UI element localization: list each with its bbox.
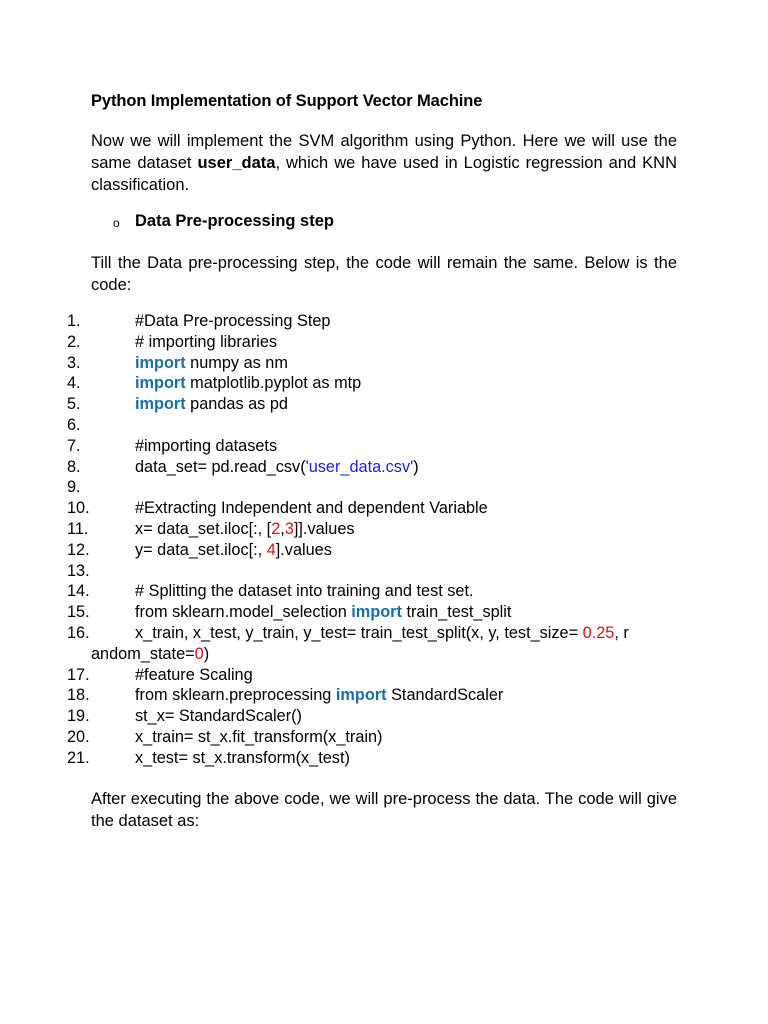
dataset-name: user_data [197, 154, 276, 172]
code-line [0, 394, 768, 415]
line-number: 6. [67, 415, 81, 434]
code-text [135, 540, 332, 561]
intro-text-after: , which we have used in Logistic regression and KNN classification. [91, 154, 678, 194]
intro-paragraph [91, 130, 677, 196]
code-line-continuation [0, 644, 768, 665]
code-token: train_test_split [401, 603, 512, 622]
line-number: 4. [67, 374, 81, 393]
code-token: y= data_set.iloc[:, [135, 540, 267, 559]
line-number: 2. [67, 332, 81, 351]
code-text [135, 332, 277, 353]
line-number: 10. [67, 499, 90, 518]
line-number: 12. [67, 540, 90, 559]
keyword-token: import [351, 603, 402, 622]
code-token: #Data Pre-processing Step [135, 312, 331, 330]
code-token: matplotlib.pyplot as mtp [185, 374, 362, 393]
number-token: 0 [194, 644, 204, 663]
keyword-token: import [135, 395, 186, 414]
code-token: pandas as pd [185, 395, 288, 414]
line-number: 3. [67, 353, 81, 372]
bullet-circle-icon: o [113, 216, 120, 230]
code-token: ].values [275, 540, 332, 559]
code-line [0, 436, 768, 457]
code-text [91, 644, 209, 665]
code-line [0, 685, 768, 706]
closing-paragraph: After executing the above code, we will pre-process the data. The code will give the dataset as: [91, 790, 677, 830]
code-token: from sklearn.preprocessing [135, 686, 336, 705]
code-line [0, 602, 768, 623]
code-line [0, 706, 768, 727]
line-number: 15. [67, 603, 90, 622]
code-token: x= data_set.iloc[:, [ [135, 519, 272, 538]
line-number: 7. [67, 436, 81, 455]
code-line [0, 540, 768, 561]
line-number: 11. [67, 519, 89, 538]
code-token: , [280, 519, 285, 538]
preprocessing-intro-paragraph: Till the Data pre-processing step, the code will remain the same. Below is the code: [91, 254, 677, 294]
code-token: x_test= st_x.transform(x_test) [135, 748, 350, 767]
line-number: 5. [67, 395, 81, 414]
code-token: # importing libraries [135, 332, 278, 351]
code-text [135, 748, 350, 769]
code-token: x_train, x_test, y_train, y_test= train_test_split(x, y, test_size= [135, 623, 583, 642]
keyword-token: import [135, 353, 186, 372]
code-line [0, 353, 768, 374]
code-text [135, 665, 253, 686]
code-line [0, 477, 768, 498]
code-token: #Extracting Independent and dependent Variable [135, 499, 488, 518]
bullet-item [113, 212, 334, 231]
line-number: 14. [67, 582, 90, 601]
code-token: andom_state= [91, 644, 195, 663]
number-token: 3 [284, 519, 294, 538]
code-text [135, 311, 330, 332]
number-token: 4 [266, 540, 276, 559]
keyword-token: import [135, 374, 186, 393]
code-token: numpy as nm [185, 353, 288, 372]
code-token: # Splitting the dataset into training and test set. [135, 582, 474, 601]
code-text [135, 498, 488, 519]
code-line [0, 561, 768, 582]
code-text [135, 353, 288, 374]
code-text [135, 685, 503, 706]
line-number: 21. [67, 748, 90, 767]
code-line [0, 519, 768, 540]
code-text [135, 602, 511, 623]
code-text [135, 623, 629, 644]
code-line [0, 373, 768, 394]
number-token: 2 [271, 519, 281, 538]
code-line [0, 311, 768, 332]
code-token: ]].values [293, 519, 355, 538]
code-line [0, 457, 768, 478]
keyword-token: import [335, 686, 387, 705]
code-line [0, 332, 768, 353]
code-token: ) [203, 644, 210, 663]
code-token: x_train= st_x.fit_transform(x_train) [135, 727, 383, 746]
code-line [0, 665, 768, 686]
code-text [135, 436, 277, 457]
section-heading: Python Implementation of Support Vector Machine [91, 92, 483, 110]
line-number: 20. [67, 727, 90, 746]
code-token: StandardScaler [386, 686, 504, 705]
intro-text-before: Now we will implement the SVM algorithm using Python. Here we will use the same dataset [91, 132, 677, 172]
code-token: #importing datasets [135, 436, 278, 455]
code-text [135, 727, 382, 748]
line-number: 19. [67, 707, 90, 726]
code-line [0, 727, 768, 748]
code-line [0, 415, 768, 436]
code-line [0, 748, 768, 769]
code-listing [0, 311, 768, 769]
line-number: 9. [67, 478, 81, 497]
code-text [135, 457, 419, 478]
number-token: 0.25 [582, 623, 615, 642]
line-number: 18. [67, 686, 90, 705]
line-number: 8. [67, 457, 81, 476]
code-text [135, 581, 474, 602]
code-text [135, 394, 288, 415]
line-number: 16. [67, 623, 90, 642]
line-number: 17. [67, 665, 90, 684]
code-token: ) [413, 457, 419, 476]
code-line [0, 498, 768, 519]
code-text [135, 373, 361, 394]
line-number: 13. [67, 561, 90, 580]
code-line [0, 623, 768, 644]
string-token: 'user_data.csv' [305, 457, 414, 476]
code-token: , r [614, 623, 629, 642]
bullet-heading: Data Pre-processing step [135, 212, 334, 230]
code-text [135, 706, 302, 727]
code-line [0, 581, 768, 602]
code-token: data_set= pd.read_csv( [135, 457, 306, 476]
line-number: 1. [67, 312, 81, 330]
code-text [135, 519, 355, 540]
code-token: st_x= StandardScaler() [135, 707, 302, 726]
code-token: from sklearn.model_selection [135, 603, 352, 622]
code-token: #feature Scaling [135, 665, 253, 684]
